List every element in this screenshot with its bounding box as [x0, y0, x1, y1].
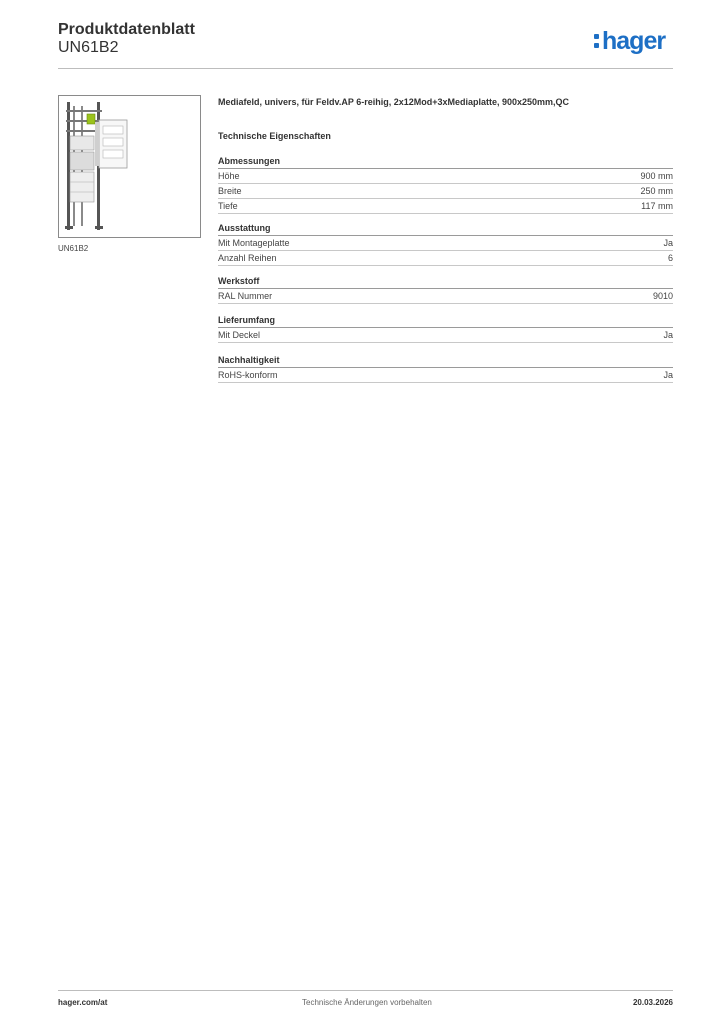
spec-row	[218, 184, 673, 199]
footer-note: Technische Änderungen vorbehalten	[302, 998, 432, 1007]
spec-value: 900 mm	[640, 171, 673, 181]
spec-value: 250 mm	[640, 186, 673, 196]
spec-value: Ja	[663, 370, 673, 380]
spec-section-ausstattung	[218, 221, 673, 266]
logo-text: hager	[602, 27, 666, 55]
spec-row	[218, 251, 673, 266]
product-image-frame	[58, 95, 201, 238]
spec-label: Mit Montageplatte	[218, 238, 290, 248]
spec-label: Breite	[218, 186, 242, 196]
spec-section-heading: Werkstoff	[218, 274, 673, 289]
spec-label: Mit Deckel	[218, 330, 261, 340]
spec-row	[218, 289, 673, 304]
spec-label: RAL Nummer	[218, 291, 273, 301]
spec-section-abmessungen	[218, 154, 673, 214]
spec-row	[218, 236, 673, 251]
spec-value: 6	[667, 253, 673, 263]
page-title: Produktdatenblatt	[58, 21, 195, 38]
footer-divider	[58, 990, 673, 991]
product-code: UN61B2	[58, 39, 119, 56]
spec-row	[218, 328, 673, 343]
spec-label: Anzahl Reihen	[218, 253, 277, 263]
spec-section-heading: Abmessungen	[218, 154, 673, 169]
hager-logo	[594, 26, 665, 58]
spec-label: RoHS-konform	[218, 370, 278, 380]
spec-section-heading: Nachhaltigkeit	[218, 353, 673, 368]
spec-section-werkstoff	[218, 274, 673, 304]
spec-value: 9010	[652, 291, 673, 301]
spec-label: Höhe	[218, 171, 240, 181]
logo-colon-icon	[594, 34, 600, 56]
spec-row	[218, 169, 673, 184]
spec-row	[218, 199, 673, 214]
spec-section-heading: Ausstattung	[218, 221, 673, 236]
spec-value: 117 mm	[641, 201, 673, 211]
specs-title: Technische Eigenschaften	[218, 131, 331, 141]
spec-value: Ja	[663, 238, 673, 248]
spec-row	[218, 368, 673, 383]
footer-date: 20.03.2026	[632, 998, 673, 1007]
product-image-caption: UN61B2	[58, 244, 89, 253]
spec-value: Ja	[663, 330, 673, 340]
spec-section-lieferumfang	[218, 313, 673, 343]
product-image	[59, 96, 200, 237]
spec-label: Tiefe	[218, 201, 238, 211]
header-divider	[58, 68, 673, 69]
spec-section-nachhaltigkeit	[218, 353, 673, 383]
product-description: Mediafeld, univers, für Feldv.AP 6-reihig, 2x12Mod+3xMediaplatte, 900x250mm,QC	[218, 97, 570, 107]
spec-section-heading: Lieferumfang	[218, 313, 673, 328]
footer-website-link[interactable]: hager.com/at	[58, 998, 108, 1007]
